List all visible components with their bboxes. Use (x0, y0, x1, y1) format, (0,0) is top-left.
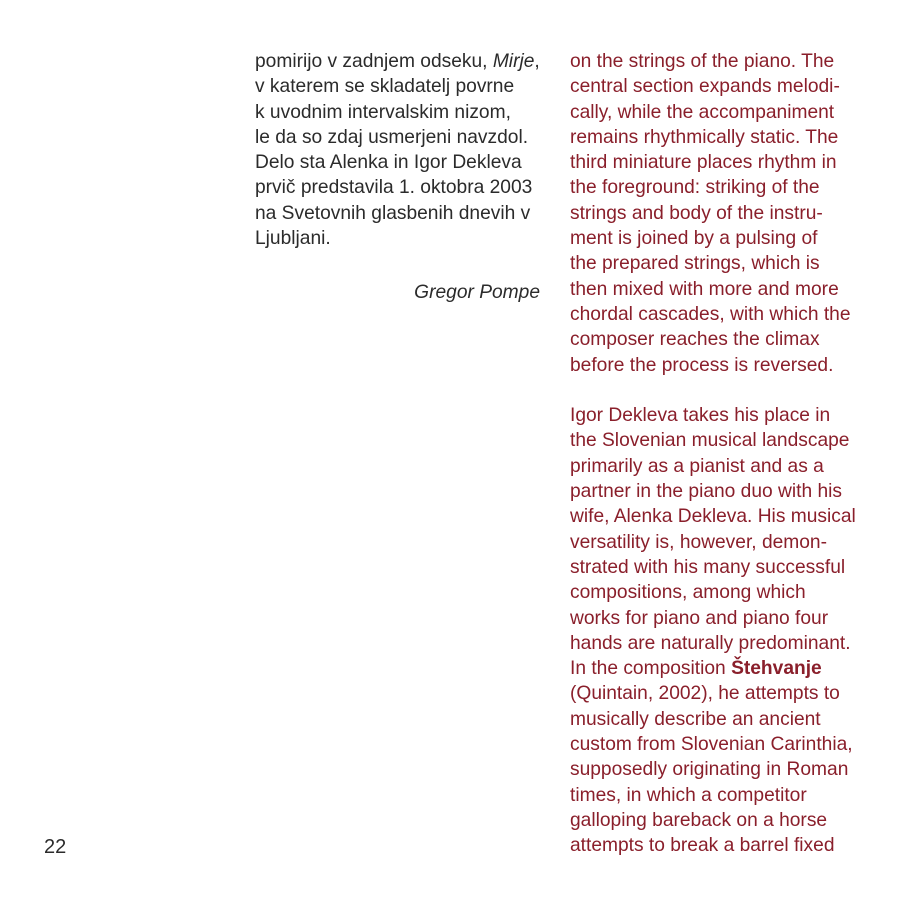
text-line: works for piano and piano four (570, 607, 829, 629)
text-line: na Svetovnih glasbenih dnevih v (255, 202, 531, 224)
text-line: (Quintain, 2002), he attempts to (570, 683, 840, 705)
text-line: versatility is, however, demon- (570, 531, 827, 553)
text-line: Igor Dekleva takes his place in (570, 405, 831, 427)
text-line: galloping bareback on a horse (570, 809, 828, 831)
text-line: hands are naturally predominant. (570, 632, 851, 654)
text-line: wife, Alenka Dekleva. His musical (570, 506, 856, 528)
text-line: prvič predstavila 1. oktobra 2003 (255, 177, 533, 199)
text-line: strings and body of the instru- (570, 202, 823, 224)
work-title-bold: Štehvanje (731, 658, 822, 680)
text-line: partner in the piano duo with his (570, 481, 842, 503)
text-line: the Slovenian musical landscape (570, 430, 850, 452)
text-line (570, 656, 870, 681)
page-number: 22 (44, 836, 67, 858)
author-signature: Gregor Pompe (414, 282, 540, 303)
text-line: central section expands melodi- (570, 76, 840, 98)
text-fragment: , (534, 51, 540, 72)
text-line: compositions, among which (570, 582, 806, 604)
work-title-italic: Mirje (492, 51, 535, 72)
text-line: before the process is reversed. (570, 354, 834, 376)
text-line: on the strings of the piano. The (570, 51, 835, 72)
text-fragment: pomirijo v zadnjem odseku, (255, 51, 493, 72)
text-line: musically describe an ancient (570, 708, 821, 730)
text-line: Ljubljani. (255, 228, 331, 250)
text-line: custom from Slovenian Carinthia, (570, 734, 853, 756)
text-line: composer reaches the climax (570, 329, 820, 351)
right-column (570, 49, 870, 859)
text-line: ment is joined by a pulsing of (570, 228, 818, 250)
left-column (255, 49, 545, 251)
text-line (255, 49, 545, 74)
text-line: remains rhythmically static. The (570, 126, 839, 148)
text-line: k uvodnim intervalskim nizom, (255, 101, 511, 123)
text-line: the prepared strings, which is (570, 253, 820, 275)
text-line: third miniature places rhythm in (570, 152, 837, 174)
text-fragment: In the composition (570, 658, 732, 680)
text-line: supposedly originating in Roman (570, 759, 849, 781)
text-line: cally, while the accompaniment (570, 101, 835, 123)
text-line: then mixed with more and more (570, 278, 839, 300)
text-line: v katerem se skladatelj povrne (255, 76, 515, 98)
text-line: chordal cascades, with which the (570, 303, 851, 325)
text-line: primarily as a pianist and as a (570, 455, 824, 477)
text-line: Delo sta Alenka in Igor Dekleva (255, 152, 522, 174)
text-line: times, in which a competitor (570, 784, 807, 806)
paragraph-gap (570, 378, 870, 403)
text-line: le da so zdaj usmerjeni navzdol. (255, 126, 529, 148)
text-line: strated with his many successful (570, 556, 846, 578)
text-line: attempts to break a barrel fixed (570, 835, 835, 857)
text-line: the foreground: striking of the (570, 177, 820, 199)
